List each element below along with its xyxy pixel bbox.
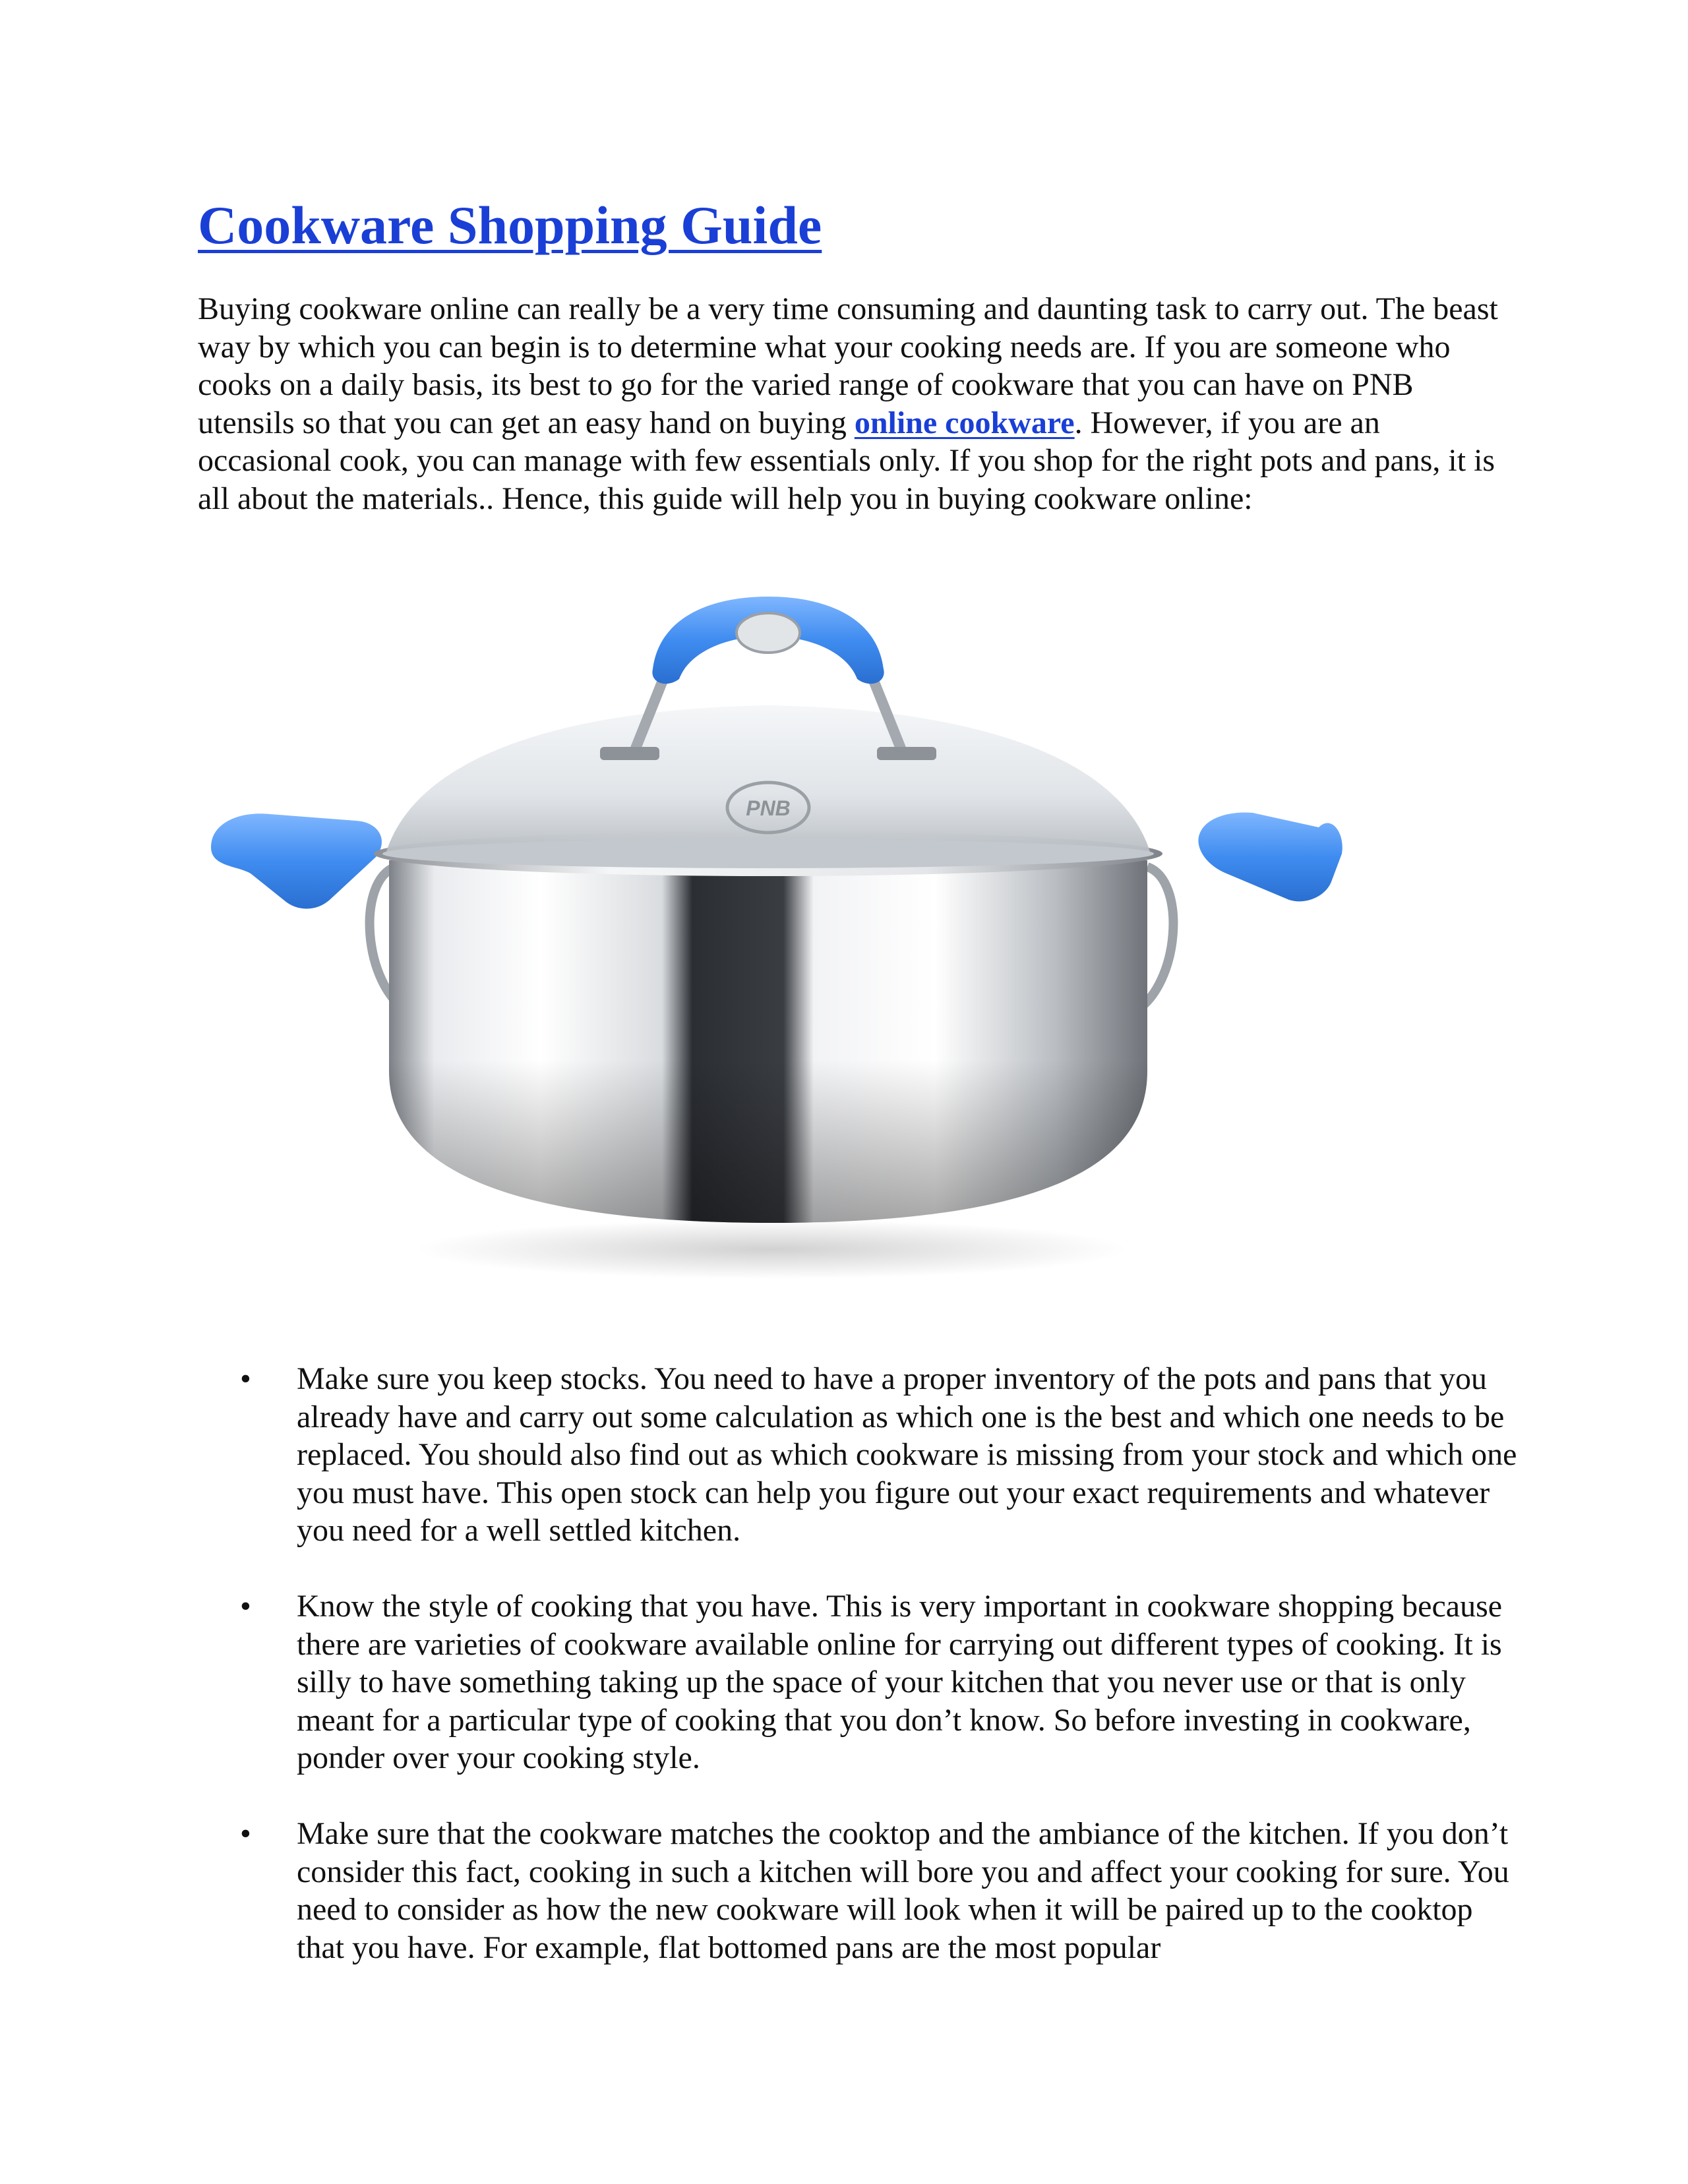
list-item: [237, 1815, 1523, 1966]
intro-text-before-link: Buying cookware online can really be a very time consuming and daunting task to carry out. The beast way by which you can begin is to determine what your cooking needs are. If you are someone who cooks on a daily basis, its best to go for the varied range of cookware that you can have on PNB utensils so that you can get an easy hand on buying: [198, 291, 1498, 440]
list-item-text: Make sure that the cookware matches the cooktop and the ambiance of the kitchen. If you don’t consider this fact, cooking in such a kitchen will bore you and affect your cooking for sure. You need to consider as how the new cookware will look when it will be paired up to the cooktop that you have. For example, flat bottomed pans are the most popular: [297, 1816, 1509, 1965]
tips-list: [237, 1360, 1523, 2005]
bullet-icon: •: [240, 1361, 251, 1396]
right-handle-shape: [1198, 812, 1342, 901]
list-item-text: Know the style of cooking that you have. This is very important in cookware shopping because there are varieties of cookware available online for carrying out different types of cooking. It is silly to have something taking up the space of your kitchen that you never use or that is only meant for a particular type of cooking that you don’t know. So before investing in cookware, ponder over your cooking style.: [297, 1589, 1503, 1775]
bullet-icon: •: [240, 1589, 251, 1624]
list-item: [237, 1360, 1523, 1550]
lid-logo-text: PNB: [746, 796, 791, 820]
intro-paragraph: [198, 290, 1503, 517]
left-handle-shape: [211, 813, 382, 908]
cookware-pot-image: [198, 590, 1365, 1289]
page-title-link[interactable]: Cookware Shopping Guide: [198, 195, 822, 255]
bullet-icon: •: [240, 1816, 251, 1851]
list-item-text: Make sure you keep stocks. You need to have a proper inventory of the pots and pans that you already have and carry out some calculation as which one is the best and which one needs to be replaced. You should also find out as which cookware is missing from your stock and which one you must have. This open stock can help you figure out your exact requirements and whatever you need for a well settled kitchen.: [297, 1361, 1517, 1548]
list-item: [237, 1587, 1523, 1777]
intro-text-after-link: . However, if you are an occasional cook, you can manage with few essentials only. If you shop for the right pots and pans, it is all about the materials.. Hence, this guide will help you in buying cookware online:: [198, 405, 1495, 516]
online-cookware-link[interactable]: online cookware: [854, 405, 1075, 440]
